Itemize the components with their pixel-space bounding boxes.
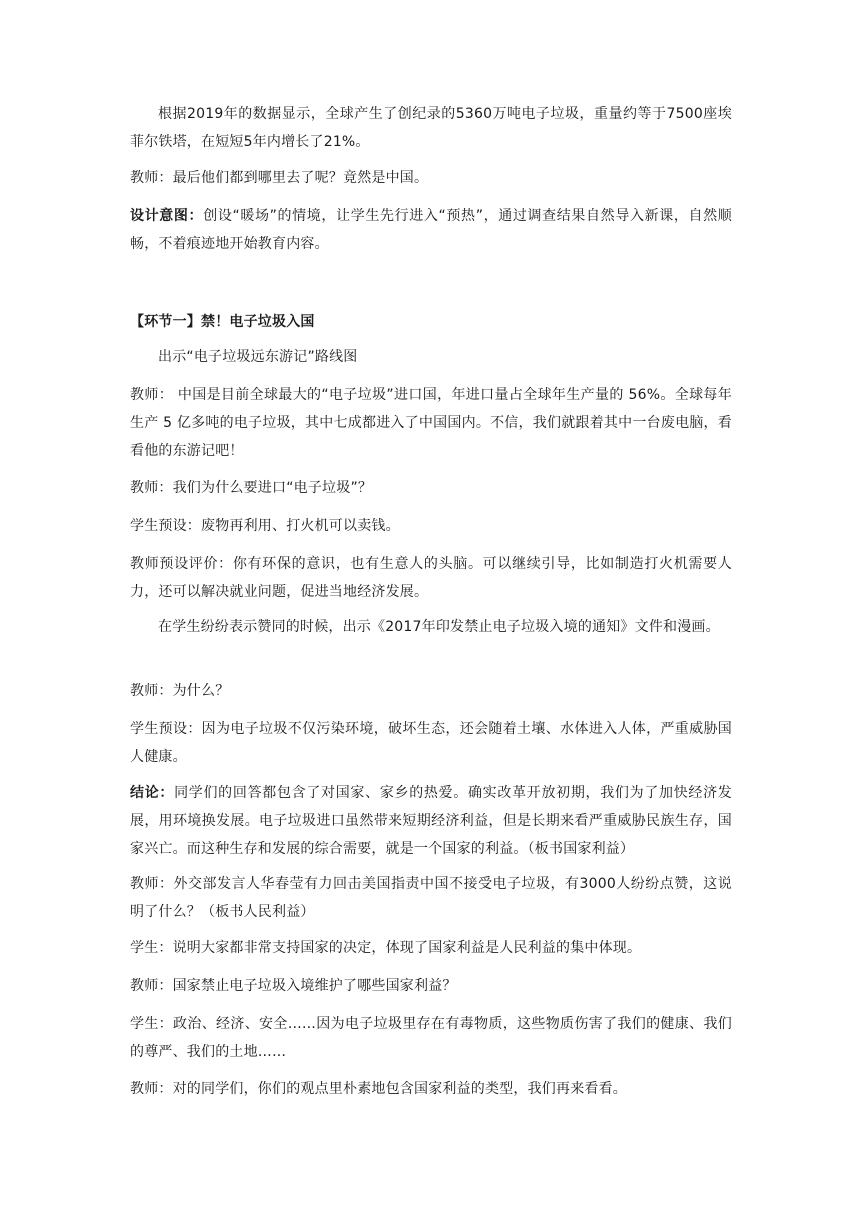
conclusion-label: 结论：	[130, 785, 175, 801]
paragraph-teacher-spokesperson: 教师：外交部发言人华春莹有力回击美国指责中国不接受电子垃圾，有3000人纷纷点赞，这说明了什么？（板书人民利益）	[130, 876, 732, 920]
paragraph-show-route-map: 出示“电子垃圾远东游记”路线图	[158, 349, 358, 365]
design-intent-label: 设计意图：	[130, 208, 204, 224]
paragraph-teacher-closing: 教师：对的同学们，你们的观点里朴素地包含国家利益的类型，我们再来看看。	[130, 1081, 627, 1097]
paragraph-teacher-evaluation: 教师预设评价：你有环保的意识，也有生意人的头脑。可以继续引导，比如制造打火机需要人力，还可以解决就业问题，促进当地经济发展。	[130, 556, 732, 600]
paragraph-design-intent	[130, 202, 732, 258]
paragraph-student-preset: 学生预设：废物再利用、打火机可以卖钱。	[130, 518, 400, 534]
paragraph-conclusion	[130, 779, 732, 863]
paragraph-teacher-import: 教师： 中国是目前全球最大的“电子垃圾”进口国，年进口量占全球年生产量的 56%。全球每年生产 5 亿多吨的电子垃圾，其中七成都进入了中国国内。不信，我们就跟着其中一台废电脑，看看他的东游记吧！	[130, 387, 732, 459]
section-heading: 【环节一】禁！电子垃圾入国	[130, 314, 315, 330]
paragraph-teacher-question: 教师：最后他们都到哪里去了呢？竟然是中国。	[130, 170, 429, 186]
paragraph-student-preset-2: 学生预设：因为电子垃圾不仅污染环境，破坏生态，还会随着土壤、水体进入人体，严重威胁国人健康。	[130, 721, 732, 765]
design-intent-text: 创设“暖场”的情境，让学生先行进入“预热”，通过调查结果自然导入新课，自然顺畅，不着痕迹地开始教育内容。	[130, 208, 732, 252]
conclusion-text: 同学们的回答都包含了对国家、家乡的热爱。确实改革开放初期，我们为了加快经济发展，用环境换发展。电子垃圾进口虽然带来短期经济利益，但是长期来看严重威胁民族生存，国家兴亡。而这种生存和发展的综合需要，就是一个国家的利益。（板书国家利益）	[130, 785, 732, 857]
paragraph-student-types: 学生：政治、经济、安全……因为电子垃圾里存在有毒物质，这些物质伤害了我们的健康、我们的尊严、我们的土地……	[130, 1016, 732, 1060]
paragraph-teacher-interests: 教师：国家禁止电子垃圾入境维护了哪些国家利益？	[130, 978, 457, 994]
paragraph-show-notice: 在学生纷纷表示赞同的时候，出示《2017年印发禁止电子垃圾入境的通知》文件和漫画。	[158, 619, 720, 635]
paragraph-teacher-why: 教师：为什么？	[130, 683, 230, 699]
paragraph-data-intro: 根据2019年的数据显示，全球产生了创纪录的5360万吨电子垃圾，重量约等于7500座埃菲尔铁塔，在短短5年内增长了21%。	[130, 106, 732, 150]
paragraph-student-support: 学生：说明大家都非常支持国家的决定，体现了国家利益是人民利益的集中体现。	[130, 940, 642, 956]
paragraph-teacher-why-import: 教师：我们为什么要进口“电子垃圾”？	[130, 480, 373, 496]
